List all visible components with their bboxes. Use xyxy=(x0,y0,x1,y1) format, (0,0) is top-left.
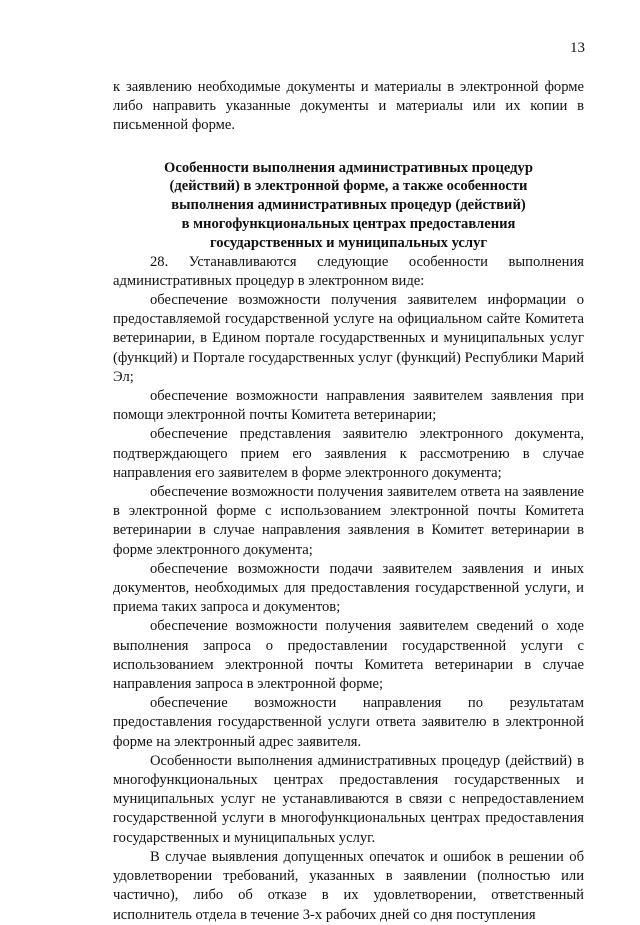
heading-line: в многофункциональных центрах предоставления xyxy=(181,216,516,232)
intro-paragraph: к заявлению необходимые документы и материалы в электронной форме либо направить указанные документы и материалы или их копии в письменной форме. xyxy=(113,79,584,134)
paragraph-email-submission: обеспечение возможности направления заявителем заявления при помощи электронной почты Комитета ветеринарии; xyxy=(113,388,584,424)
document-body xyxy=(113,78,584,925)
paragraph-electronic-answer: обеспечение возможности получения заявителем ответа на заявление в электронной форме с использованием электронной почты Комитета ветеринарии в случае направления заявления в Комитет ветеринарии в форме электронного документа; xyxy=(113,484,584,558)
paragraph-mfc-features: Особенности выполнения административных процедур (действий) в многофункциональных центрах предоставления государственных и муниципальных услуг не устанавливаются в связи с непредоставлением государственной услуги в многофункциональных центрах предоставления государственных и муниципальных услуг. xyxy=(113,752,584,846)
paragraph-error-correction: В случае выявления допущенных опечаток и ошибок в решении об удовлетворении требований, указанных в заявлении (полностью или частично), либо об отказе в их удовлетворении, ответственный исполнитель отдела в течение 3-х рабочих дней со дня поступления xyxy=(113,848,584,923)
paragraph-documents-submission: обеспечение возможности подачи заявителем заявления и иных документов, необходимых для предоставления государственной услуги, и приема таких запроса и документов; xyxy=(113,560,584,616)
paragraph-item-28: 28. Устанавливаются следующие особенности выполнения административных процедур в электронном виде: xyxy=(113,253,584,289)
heading-line: государственных и муниципальных услуг xyxy=(209,234,488,251)
paragraph-status-tracking: обеспечение возможности получения заявителем сведений о ходе выполнения запроса о предоставлении государственной услуги с использованием электронной почты Комитета ветеринарии в случае направления запроса в электронной форме; xyxy=(113,618,584,693)
page-number: 13 xyxy=(570,40,585,56)
section-heading xyxy=(113,159,584,253)
paragraph-info-access: обеспечение возможности получения заявителем информации о предоставляемой государственной услуге на официальном сайте Комитета ветеринарии, в Едином портале государственных и муниципальных услуг (функций) и Портале государственных услуг (функций) Республики Марий Эл; xyxy=(113,292,584,385)
paragraph-receipt-confirmation: обеспечение представления заявителю электронного документа, подтверждающего прием его заявления к рассмотрению в случае направления его заявителем в форме электронного документа; xyxy=(113,426,584,481)
heading-line: (действий) в электронной форме, а также особенности xyxy=(169,178,528,195)
heading-line: выполнения административных процедур (действий) xyxy=(171,197,526,214)
paragraph-result-delivery: обеспечение возможности направления по результатам предоставления государственной услуги ответа заявителю в электронной форме на электронный адрес заявителя. xyxy=(113,695,584,750)
heading-line: Особенности выполнения административных процедур xyxy=(164,159,533,176)
